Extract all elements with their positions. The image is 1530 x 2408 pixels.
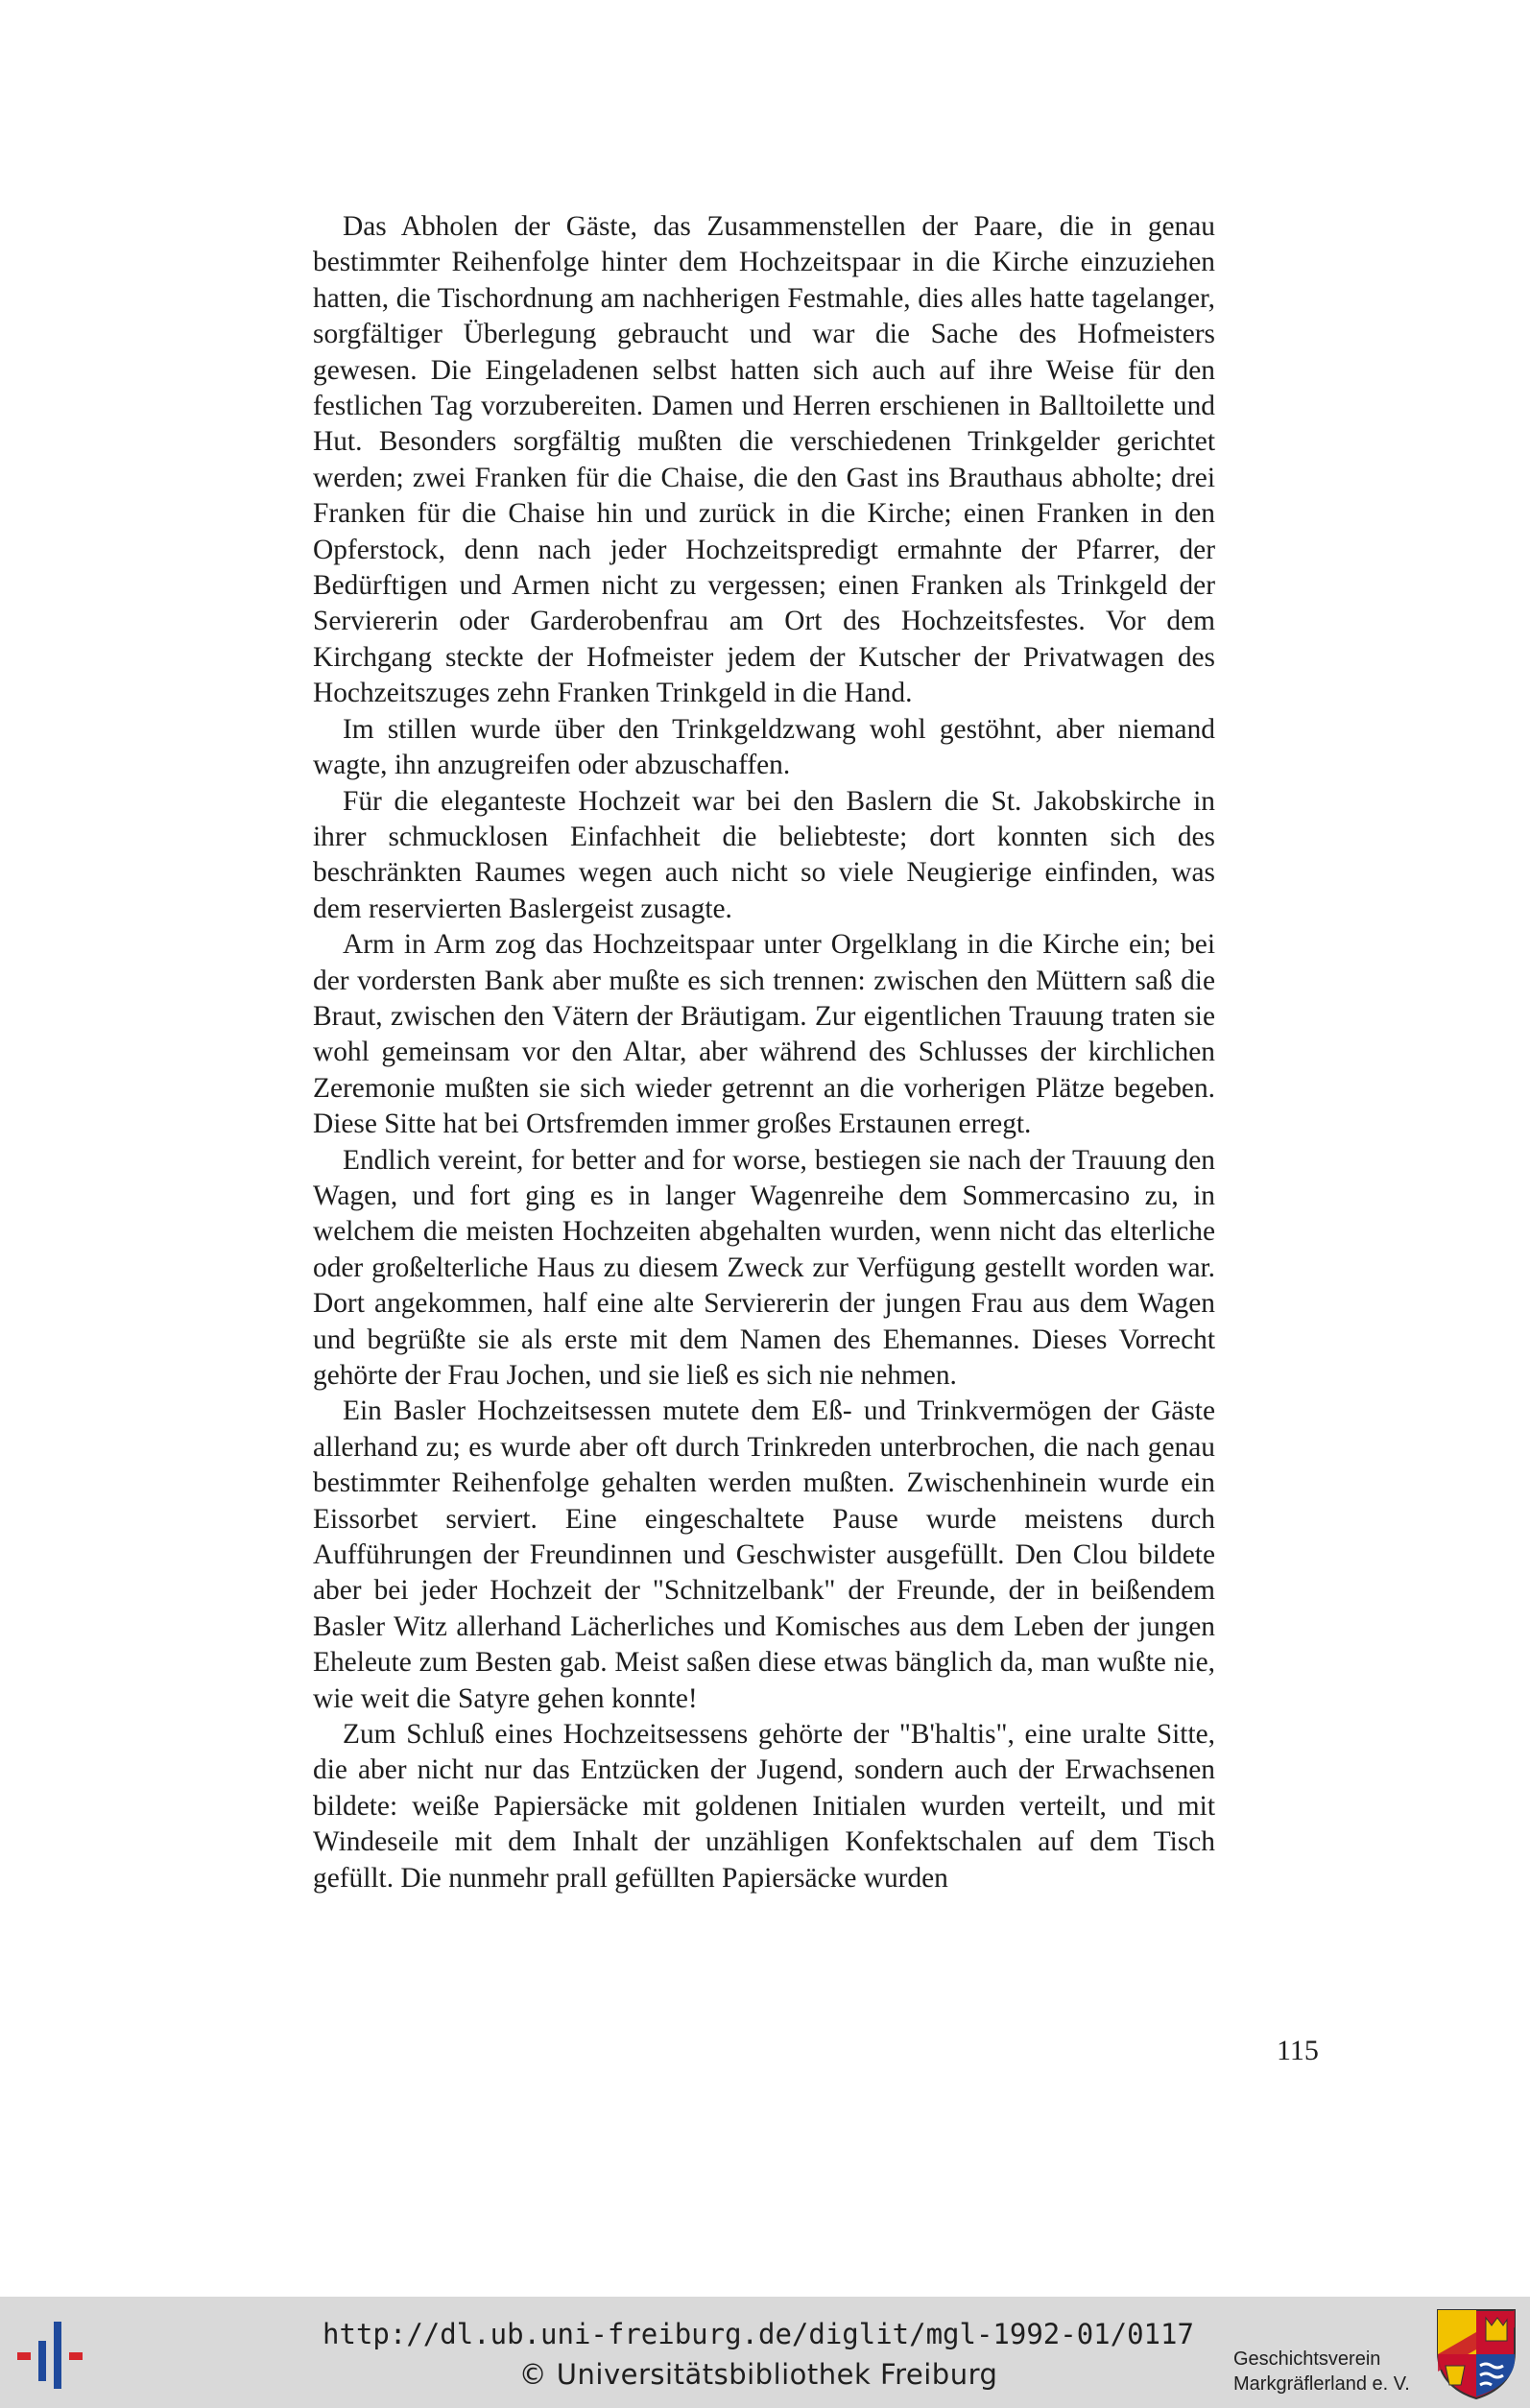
society-name <box>1233 2347 1425 2396</box>
page-body <box>313 209 1215 1896</box>
paragraph: Arm in Arm zog das Hochzeitspaar unter Orgelklang in die Kirche ein; bei der vordersten Bank aber mußte es sich trennen: zwischen den Müttern saß die Braut, zwischen den Vätern der Bräutigam. Zur eigentlichen Trauung traten sie wohl gemeinsam vor den Altar, aber während des Schlusses der kirchlichen Zeremonie mußten sie sich wieder getrennt an die vorherigen Plätze begeben. Diese Sitte hat bei Ortsfremden immer großes Erstaunen erregt. <box>313 929 1215 1140</box>
paragraph: Im stillen wurde über den Trinkgeldzwang wohl gestöhnt, aber niemand wagte, ihn anzugreifen oder abzuschaffen. <box>313 713 1215 781</box>
copyright-text: © Universitätsbibliothek Freiburg <box>518 2358 998 2391</box>
society-name-line1: Geschichtsverein <box>1233 2348 1381 2370</box>
document-url-link[interactable]: http://dl.ub.uni-freiburg.de/diglit/mgl-1992-01/0117 <box>323 2318 1194 2350</box>
paragraph: Endlich vereint, for better and for worse, bestiegen sie nach der Trauung den Wagen, und fort ging es in langer Wagenreihe dem Sommercasino zu, in welchem die meisten Hochzeiten abgehalten wurden, wenn nicht das elterliche oder großelterliche Haus zu diesem Zweck zur Verfügung gestellt worden war. Dort angekommen, half eine alte Serviererin der jungen Frau aus dem Wagen und begrüßte sie als erste mit dem Namen des Ehemannes. Dieses Vorrecht gehörte der Frau Jochen, und sie ließ es sich nie nehmen. <box>313 1144 1215 1391</box>
coat-of-arms-icon[interactable] <box>1436 2308 1517 2400</box>
page-number: 115 <box>1277 2035 1319 2066</box>
society-name-line2: Markgräflerland e. V. <box>1233 2373 1410 2395</box>
footer-bar <box>0 2297 1530 2408</box>
paragraph: Für die eleganteste Hochzeit war bei den Baslern die St. Jakobskirche in ihrer schmucklosen Einfachheit die beliebteste; dort konnten sich des beschränkten Raumes wegen auch nicht so viele Neugierige einfinden, was dem reservierten Baslergeist zusagte. <box>313 785 1215 924</box>
paragraph: Das Abholen der Gäste, das Zusammenstellen der Paare, die in genau bestimmter Reihenfolge hinter dem Hochzeitspaar in die Kirche einzuziehen hatten, die Tischordnung am nachherigen Festmahle, dies alles hatte tagelanger, sorgfältiger Überlegung gebraucht und war die Sache des Hofmeisters gewesen. Die Eingeladenen selbst hatten sich auch auf ihre Weise für den festlichen Tag vorzubereiten. Damen und Herren erschienen in Balltoilette und Hut. Besonders sorgfältig mußten die verschiedenen Trinkgelder gerichtet werden; zwei Franken für die Chaise, die den Gast ins Brauthaus abholte; drei Franken für die Chaise hin und zurück in die Kirche; einen Franken in den Opferstock, denn nach jeder Hochzeitspredigt ermahnte der Pfarrer, der Bedürftigen und Armen nicht zu vergessen; einen Franken als Trinkgeld der Serviererin oder Garderobenfrau am Ort des Hochzeitsfestes. Vor dem Kirchgang steckte der Hofmeister jedem der Kutscher der Privatwagen des Hochzeitszuges zehn Franken Trinkgeld in die Hand. <box>313 211 1215 709</box>
paragraph: Ein Basler Hochzeitsessen mutete dem Eß- und Trinkvermögen der Gäste allerhand zu; es wurde aber oft durch Trinkreden unterbrochen, die nach genau bestimmter Reihenfolge gehalten werden mußten. Zwischenhinein wurde ein Eissorbet serviert. Eine eingeschaltete Pause wurde meistens durch Aufführungen der Freundinnen und Geschwister ausgefüllt. Den Clou bildete aber bei jeder Hochzeit der "Schnitzelbank" der Freunde, der in beißendem Basler Witz allerhand Lächerliches und Komisches aus dem Leben der jungen Eheleute zum Besten gab. Meist saßen diese etwas bänglich da, man wußte nie, wie weit die Satyre gehen konnte! <box>313 1395 1215 1714</box>
paragraph: Zum Schluß eines Hochzeitsessens gehörte der "B'haltis", eine uralte Sitte, die aber nicht nur das Entzücken der Jugend, sondern auch der Erwachsenen bildete: weiße Papiersäcke mit goldenen Initialen wurden verteilt, und mit Windeseile mit dem Inhalt der unzähligen Konfektschalen auf dem Tisch gefüllt. Die nunmehr prall gefüllten Papiersäcke wurden <box>313 1719 1215 1894</box>
